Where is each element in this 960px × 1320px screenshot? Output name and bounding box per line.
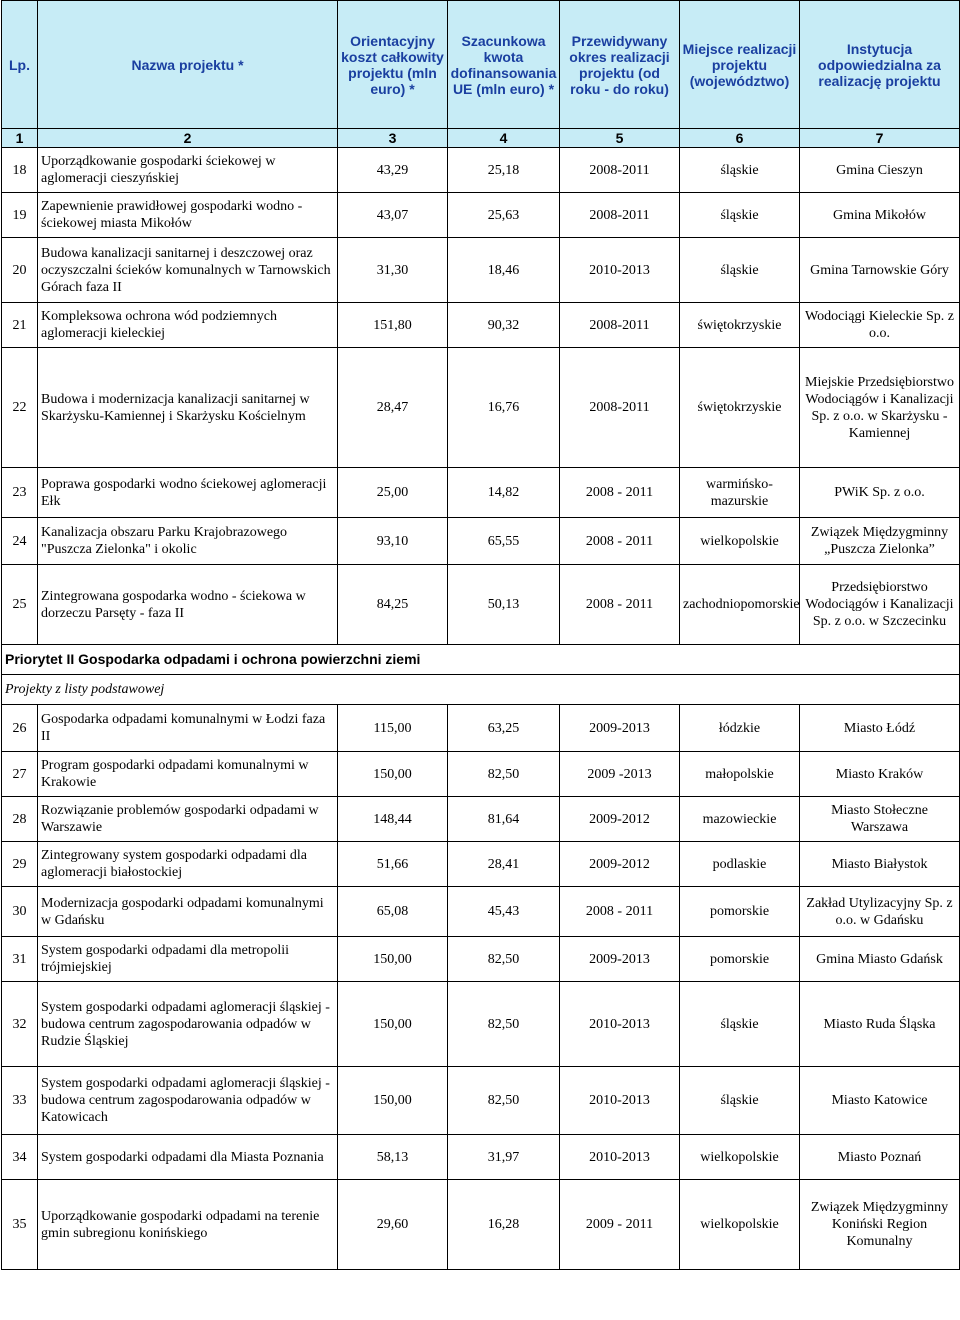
row-number: 30	[2, 887, 38, 937]
row-number: 34	[2, 1135, 38, 1180]
voivodeship: świętokrzyskie	[680, 348, 800, 468]
realization-period: 2008 - 2011	[560, 518, 680, 565]
project-name: Budowa i modernizacja kanalizacji sanitarnej w Skarżysku-Kamiennej i Skarżysku Kościelnym	[38, 348, 338, 468]
list-label-row	[2, 675, 960, 705]
voivodeship: śląskie	[680, 193, 800, 238]
total-cost: 43,29	[338, 148, 448, 193]
row-number: 23	[2, 468, 38, 518]
project-name: Kanalizacja obszaru Parku Krajobrazowego "Puszcza Zielonka" i okolic	[38, 518, 338, 565]
row-number: 20	[2, 238, 38, 303]
responsible-institution: Wodociągi Kieleckie Sp. z o.o.	[800, 303, 960, 348]
responsible-institution: Związek Międzygminny „Puszcza Zielonka”	[800, 518, 960, 565]
header-name: Nazwa projektu *	[38, 1, 338, 129]
total-cost: 150,00	[338, 937, 448, 982]
realization-period: 2010-2013	[560, 982, 680, 1067]
eu-funding: 18,46	[448, 238, 560, 303]
voivodeship: mazowieckie	[680, 797, 800, 842]
realization-period: 2008-2011	[560, 303, 680, 348]
header-region: Miejsce realizacji projektu (województwo)	[680, 1, 800, 129]
row-number: 19	[2, 193, 38, 238]
responsible-institution: Miejskie Przedsiębiorstwo Wodociągów i Kanalizacji Sp. z o.o. w Skarżysku - Kamiennej	[800, 348, 960, 468]
voivodeship: wielkopolskie	[680, 1180, 800, 1270]
priority-label: Priorytet II Gospodarka odpadami i ochrona powierzchni ziemi	[2, 645, 960, 675]
realization-period: 2009-2012	[560, 842, 680, 887]
responsible-institution: Miasto Stołeczne Warszawa	[800, 797, 960, 842]
realization-period: 2009-2013	[560, 937, 680, 982]
table-row	[2, 752, 960, 797]
column-number: 2	[38, 129, 338, 148]
eu-funding: 16,76	[448, 348, 560, 468]
column-number: 4	[448, 129, 560, 148]
total-cost: 58,13	[338, 1135, 448, 1180]
realization-period: 2009-2013	[560, 705, 680, 752]
total-cost: 65,08	[338, 887, 448, 937]
eu-funding: 45,43	[448, 887, 560, 937]
eu-funding: 16,28	[448, 1180, 560, 1270]
eu-funding: 82,50	[448, 1067, 560, 1135]
realization-period: 2008 - 2011	[560, 887, 680, 937]
voivodeship: świętokrzyskie	[680, 303, 800, 348]
column-number: 6	[680, 129, 800, 148]
row-number: 32	[2, 982, 38, 1067]
responsible-institution: Gmina Mikołów	[800, 193, 960, 238]
total-cost: 115,00	[338, 705, 448, 752]
column-number: 7	[800, 129, 960, 148]
table-section-labels	[2, 645, 960, 705]
column-number: 3	[338, 129, 448, 148]
total-cost: 29,60	[338, 1180, 448, 1270]
project-name: Kompleksowa ochrona wód podziemnych aglomeracji kieleckiej	[38, 303, 338, 348]
project-name: Zapewnienie prawidłowej gospodarki wodno - ściekowej miasta Mikołów	[38, 193, 338, 238]
project-name: System gospodarki odpadami dla Miasta Poznania	[38, 1135, 338, 1180]
voivodeship: śląskie	[680, 982, 800, 1067]
column-number-row	[2, 129, 960, 148]
eu-funding: 81,64	[448, 797, 560, 842]
project-name: Gospodarka odpadami komunalnymi w Łodzi faza II	[38, 705, 338, 752]
realization-period: 2010-2013	[560, 238, 680, 303]
realization-period: 2010-2013	[560, 1067, 680, 1135]
project-name: Program gospodarki odpadami komunalnymi w Krakowie	[38, 752, 338, 797]
table-row	[2, 937, 960, 982]
responsible-institution: Miasto Ruda Śląska	[800, 982, 960, 1067]
voivodeship: śląskie	[680, 148, 800, 193]
project-name: Uporządkowanie gospodarki odpadami na terenie gmin subregionu konińskiego	[38, 1180, 338, 1270]
priority-row	[2, 645, 960, 675]
voivodeship: łódzkie	[680, 705, 800, 752]
total-cost: 148,44	[338, 797, 448, 842]
row-number: 21	[2, 303, 38, 348]
realization-period: 2008-2011	[560, 148, 680, 193]
table-row	[2, 518, 960, 565]
responsible-institution: Związek Międzygminny Koniński Region Komunalny	[800, 1180, 960, 1270]
row-number: 31	[2, 937, 38, 982]
table-row	[2, 193, 960, 238]
table-row	[2, 1135, 960, 1180]
responsible-institution: Przedsiębiorstwo Wodociągów i Kanalizacji Sp. z o.o. w Szczecinku	[800, 565, 960, 645]
eu-funding: 14,82	[448, 468, 560, 518]
table-row	[2, 148, 960, 193]
eu-funding: 31,97	[448, 1135, 560, 1180]
realization-period: 2008-2011	[560, 193, 680, 238]
realization-period: 2010-2013	[560, 1135, 680, 1180]
voivodeship: śląskie	[680, 1067, 800, 1135]
row-number: 35	[2, 1180, 38, 1270]
project-name: Modernizacja gospodarki odpadami komunalnymi w Gdańsku	[38, 887, 338, 937]
table-body-waste	[2, 705, 960, 1270]
project-name: Poprawa gospodarki wodno ściekowej aglomeracji Ełk	[38, 468, 338, 518]
project-name: Rozwiązanie problemów gospodarki odpadami w Warszawie	[38, 797, 338, 842]
eu-funding: 82,50	[448, 937, 560, 982]
total-cost: 150,00	[338, 752, 448, 797]
voivodeship: pomorskie	[680, 937, 800, 982]
table-row	[2, 1067, 960, 1135]
eu-funding: 50,13	[448, 565, 560, 645]
project-name: Zintegrowany system gospodarki odpadami dla aglomeracji białostockiej	[38, 842, 338, 887]
voivodeship: pomorskie	[680, 887, 800, 937]
eu-funding: 25,63	[448, 193, 560, 238]
eu-funding: 63,25	[448, 705, 560, 752]
table-row	[2, 887, 960, 937]
responsible-institution: PWiK Sp. z o.o.	[800, 468, 960, 518]
voivodeship: wielkopolskie	[680, 518, 800, 565]
header-row	[2, 1, 960, 129]
total-cost: 31,30	[338, 238, 448, 303]
row-number: 29	[2, 842, 38, 887]
table-row	[2, 842, 960, 887]
realization-period: 2009 -2013	[560, 752, 680, 797]
eu-funding: 65,55	[448, 518, 560, 565]
table-body-water	[2, 148, 960, 645]
project-name: System gospodarki odpadami dla metropolii trójmiejskiej	[38, 937, 338, 982]
header-cost: Orientacyjny koszt całkowity projektu (mln euro) *	[338, 1, 448, 129]
responsible-institution: Gmina Cieszyn	[800, 148, 960, 193]
header-period: Przewidywany okres realizacji projektu (od roku - do roku)	[560, 1, 680, 129]
row-number: 22	[2, 348, 38, 468]
header-institution: Instytucja odpowiedzialna za realizację projektu	[800, 1, 960, 129]
row-number: 18	[2, 148, 38, 193]
total-cost: 93,10	[338, 518, 448, 565]
project-name: Uporządkowanie gospodarki ściekowej w aglomeracji cieszyńskiej	[38, 148, 338, 193]
responsible-institution: Miasto Kraków	[800, 752, 960, 797]
project-name: System gospodarki odpadami aglomeracji śląskiej - budowa centrum zagospodarowania odpadów w Rudzie Śląskiej	[38, 982, 338, 1067]
eu-funding: 90,32	[448, 303, 560, 348]
total-cost: 151,80	[338, 303, 448, 348]
total-cost: 51,66	[338, 842, 448, 887]
table-row	[2, 468, 960, 518]
column-number: 1	[2, 129, 38, 148]
total-cost: 150,00	[338, 982, 448, 1067]
table-row	[2, 982, 960, 1067]
total-cost: 150,00	[338, 1067, 448, 1135]
eu-funding: 82,50	[448, 752, 560, 797]
row-number: 26	[2, 705, 38, 752]
realization-period: 2009-2012	[560, 797, 680, 842]
eu-funding: 82,50	[448, 982, 560, 1067]
table-row	[2, 1180, 960, 1270]
eu-funding: 28,41	[448, 842, 560, 887]
voivodeship: śląskie	[680, 238, 800, 303]
responsible-institution: Miasto Łódź	[800, 705, 960, 752]
table-row	[2, 238, 960, 303]
column-number: 5	[560, 129, 680, 148]
row-number: 33	[2, 1067, 38, 1135]
responsible-institution: Zakład Utylizacyjny Sp. z o.o. w Gdańsku	[800, 887, 960, 937]
table-row	[2, 348, 960, 468]
realization-period: 2009 - 2011	[560, 1180, 680, 1270]
voivodeship: zachodniopomorskie	[680, 565, 800, 645]
responsible-institution: Gmina Miasto Gdańsk	[800, 937, 960, 982]
responsible-institution: Gmina Tarnowskie Góry	[800, 238, 960, 303]
header-lp: Lp.	[2, 1, 38, 129]
responsible-institution: Miasto Katowice	[800, 1067, 960, 1135]
project-name: Zintegrowana gospodarka wodno - ściekowa w dorzeczu Parsęty - faza II	[38, 565, 338, 645]
project-name: Budowa kanalizacji sanitarnej i deszczowej oraz oczyszczalni ścieków komunalnych w Tarnowskich Górach faza II	[38, 238, 338, 303]
row-number: 25	[2, 565, 38, 645]
realization-period: 2008 - 2011	[560, 468, 680, 518]
row-number: 27	[2, 752, 38, 797]
realization-period: 2008 - 2011	[560, 565, 680, 645]
voivodeship: małopolskie	[680, 752, 800, 797]
voivodeship: podlaskie	[680, 842, 800, 887]
total-cost: 43,07	[338, 193, 448, 238]
table-row	[2, 303, 960, 348]
row-number: 28	[2, 797, 38, 842]
total-cost: 28,47	[338, 348, 448, 468]
table-row	[2, 797, 960, 842]
projects-table	[1, 0, 960, 1270]
voivodeship: warmińsko-mazurskie	[680, 468, 800, 518]
list-label: Projekty z listy podstawowej	[2, 675, 960, 705]
eu-funding: 25,18	[448, 148, 560, 193]
table-row	[2, 565, 960, 645]
responsible-institution: Miasto Białystok	[800, 842, 960, 887]
voivodeship: wielkopolskie	[680, 1135, 800, 1180]
table-row	[2, 705, 960, 752]
total-cost: 84,25	[338, 565, 448, 645]
total-cost: 25,00	[338, 468, 448, 518]
responsible-institution: Miasto Poznań	[800, 1135, 960, 1180]
project-name: System gospodarki odpadami aglomeracji śląskiej - budowa centrum zagospodarowania odpadów w Katowicach	[38, 1067, 338, 1135]
row-number: 24	[2, 518, 38, 565]
realization-period: 2008-2011	[560, 348, 680, 468]
header-eu: Szacunkowa kwota dofinansowania UE (mln euro) *	[448, 1, 560, 129]
